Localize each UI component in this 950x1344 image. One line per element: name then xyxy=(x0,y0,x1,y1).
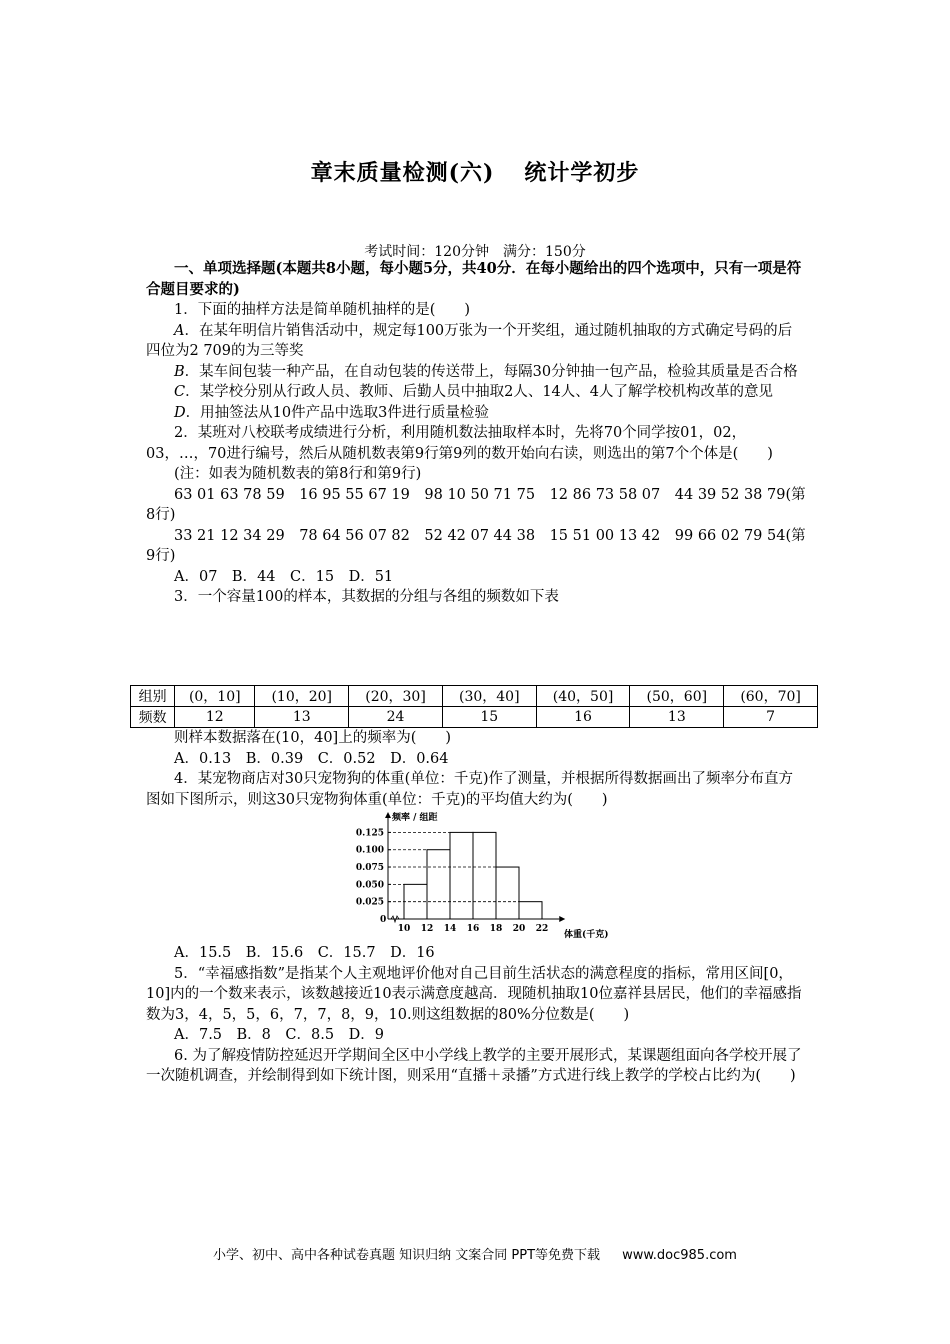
histogram-bar xyxy=(473,832,496,919)
table-cell: (30，40] xyxy=(442,686,536,707)
q3-stem: 3．一个容量100的样本，其数据的分组与各组的频数如下表 xyxy=(174,589,559,605)
q1-d-label: D xyxy=(174,404,186,421)
table-header-group: 组别 xyxy=(131,686,175,707)
table-cell: 24 xyxy=(349,707,443,728)
q4-options: A．15.5 B．15.6 C．15.7 D．16 xyxy=(174,945,435,961)
q3-options: A．0.13 B．0.39 C．0.52 D．0.64 xyxy=(174,750,449,767)
y-axis-arrow xyxy=(385,812,391,818)
q1-option-c xyxy=(146,382,806,403)
table-cell: (10，20] xyxy=(255,686,349,707)
q2-options: A．07 B．44 C．15 D．51 xyxy=(174,568,394,585)
histogram-bar xyxy=(519,902,542,919)
table-row-groups xyxy=(131,686,818,707)
q1-b-text: ．某车间包装一种产品，在自动包装的传送带上，每隔30分钟抽一包产品，检验其质量是否合格 xyxy=(184,363,798,380)
histogram-bar xyxy=(496,867,519,919)
q2-stem: 2．某班对八校联考成绩进行分析，利用随机数法抽取样本时，先将70个同学按01，02，03，…，70进行编号，然后从随机数表第9行第9列的数开始向右读，则选出的第7个个体是( ) xyxy=(146,425,773,462)
exam-time: 考试时间：120分钟 xyxy=(364,244,489,260)
x-axis-label: 体重(千克) xyxy=(564,930,609,940)
q6-stem: 6. 为了解疫情防控延迟开学期间全区中小学线上教学的主要开展形式，某课题组面向各学校开展了一次随机调查，并绘制得到如下统计图，则采用“直播＋录播”方式进行线上教学的学校占比约为( ) xyxy=(146,1047,802,1084)
table-cell: (20，30] xyxy=(349,686,443,707)
q1-c-text: ．某学校分别从行政人员、教师、后勤人员中抽取2人、14人、4人了解学校机构改革的意见 xyxy=(185,384,774,400)
q1-a-label: A xyxy=(174,322,185,339)
table-cell: (40，50] xyxy=(536,686,630,707)
histogram-bar xyxy=(427,850,450,919)
histogram-chart xyxy=(340,808,640,943)
q1-d-text: ．用抽签法从10件产品中选取3件进行质量检验 xyxy=(185,404,489,421)
origin-label: 0 xyxy=(380,915,387,925)
section-heading: 一、单项选择题(本题共8小题，每小题5分，共40分．在每小题给出的四个选项中，只有一项是符合题目要求的) xyxy=(146,260,802,298)
q1-stem: 1．下面的抽样方法是简单随机抽样的是( ) xyxy=(174,302,471,318)
table-cell: (50，60] xyxy=(630,686,724,707)
q2-note: (注：如表为随机数表的第8行和第9行) xyxy=(174,466,422,482)
x-tick-label: 10 xyxy=(397,924,411,934)
y-tick-label: 0.025 xyxy=(355,897,384,908)
q1-a-text: ．在某年明信片销售活动中，规定每100万张为一个开奖组，通过随机抽取的方式确定号码的后四位为2 709的为三等奖 xyxy=(146,322,793,359)
q3-question: 则样本数据落在(10，40]上的频率为( ) xyxy=(174,730,452,746)
q1-option-a xyxy=(146,321,806,362)
questions-part-2 xyxy=(146,728,806,810)
table-cell: (60，70] xyxy=(724,686,818,707)
y-tick-label: 0.075 xyxy=(355,863,384,874)
q5-stem: 5．“幸福感指数”是指某个人主观地评价他对自己目前生活状态的满意程度的指标，常用区间[0，10]内的一个数来表示，该数越接近10表示满意度越高．现随机抽取10位嘉祥县居民，他们的幸福感指数为3，4，5，5，6，7，7，8，9，10.则这组数据的80%分位数是( ) xyxy=(146,965,802,1023)
table-row-freqs xyxy=(131,707,818,728)
x-tick-label: 20 xyxy=(512,924,526,934)
table-cell: 7 xyxy=(724,707,818,728)
y-tick-label: 0.100 xyxy=(355,845,384,856)
q1-option-b xyxy=(146,362,806,383)
exam-info xyxy=(0,241,950,261)
title-main: 章末质量检测(六) xyxy=(310,160,495,186)
table-cell: 15 xyxy=(442,707,536,728)
title-sub: 统计学初步 xyxy=(524,160,640,186)
x-tick-label: 16 xyxy=(466,924,480,934)
frequency-table xyxy=(130,685,818,728)
q5-options: A．7.5 B．8 C．8.5 D．9 xyxy=(174,1027,384,1043)
y-tick-label: 0.050 xyxy=(355,880,384,891)
x-axis-arrow xyxy=(559,916,565,922)
q1-c-label: C xyxy=(174,384,186,400)
x-tick-label: 22 xyxy=(535,924,549,934)
table-cell: 16 xyxy=(536,707,630,728)
footer-url[interactable]: www.doc985.com xyxy=(622,1248,737,1263)
footer-text: 小学、初中、高中各种试卷真题 知识归纳 文案合同 PPT等免费下载 xyxy=(213,1248,601,1263)
x-tick-label: 14 xyxy=(443,924,457,934)
questions-part-3 xyxy=(146,943,806,1087)
page-footer xyxy=(0,1244,950,1263)
q2-row9: 33 21 12 34 29 78 64 56 07 82 52 42 07 44 38 15 51 00 13 42 99 66 02 79 54(第9行) xyxy=(146,527,806,564)
table-header-freq: 频数 xyxy=(131,707,175,728)
x-tick-label: 12 xyxy=(420,924,434,934)
y-axis-label: 频率 / 组距 xyxy=(392,813,438,823)
q2-row8: 63 01 63 78 59 16 95 55 67 19 98 10 50 71 75 12 86 73 58 07 44 39 52 38 79(第8行) xyxy=(146,486,806,523)
page-title xyxy=(0,156,950,187)
q1-b-label: B xyxy=(174,363,185,380)
q4-stem: 4．某宠物商店对30只宠物狗的体重(单位：千克)作了测量，并根据所得数据画出了频率分布直方图如下图所示，则这30只宠物狗体重(单位：千克)的平均值大约为( ) xyxy=(146,771,793,808)
table-cell: 12 xyxy=(175,707,255,728)
y-tick-label: 0.125 xyxy=(355,828,384,839)
questions-part-1 xyxy=(146,259,806,608)
x-tick-label: 18 xyxy=(489,924,503,934)
q1-option-d xyxy=(146,403,806,424)
table-cell: 13 xyxy=(630,707,724,728)
histogram-bar xyxy=(450,832,473,919)
table-cell: 13 xyxy=(255,707,349,728)
table-cell: (0，10] xyxy=(175,686,255,707)
exam-score: 满分：150分 xyxy=(503,244,586,260)
